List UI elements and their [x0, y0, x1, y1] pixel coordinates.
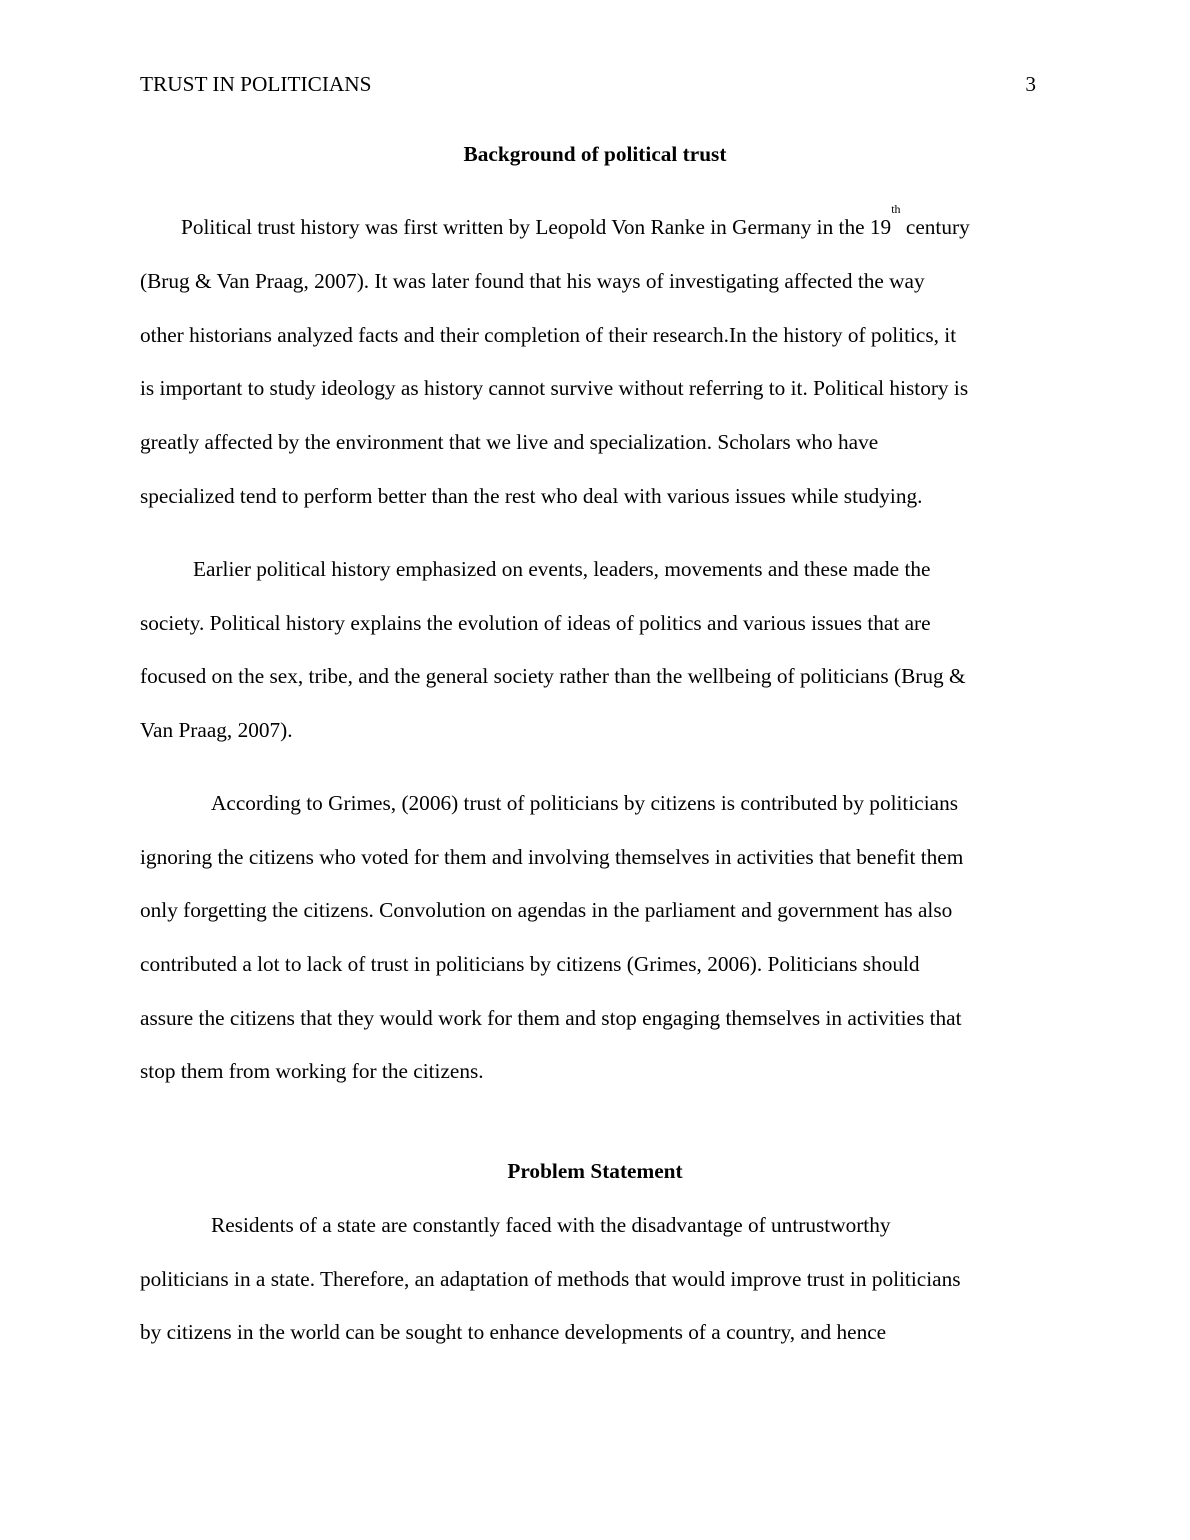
page-number: 3 [1025, 72, 1036, 96]
paragraph-line: focused on the sex, tribe, and the general society rather than the wellbeing of politicians (Brug & [140, 664, 966, 688]
paragraph-line: (Brug & Van Praag, 2007). It was later found that his ways of investigating affected the way [140, 269, 925, 293]
paragraph-line: Residents of a state are constantly faced with the disadvantage of untrustworthy [211, 1213, 891, 1237]
paragraph-line: only forgetting the citizens. Convolution on agendas in the parliament and government has also [140, 898, 953, 922]
paragraph-line: society. Political history explains the evolution of ideas of politics and various issues that are [140, 611, 931, 635]
paragraph-line: According to Grimes, (2006) trust of politicians by citizens is contributed by politicians [211, 791, 959, 815]
line-text-tail: century [900, 215, 970, 239]
paragraph-line: ignoring the citizens who voted for them and involving themselves in activities that benefit them [140, 845, 964, 869]
ordinal-superscript: th [891, 202, 901, 216]
paragraph-line: stop them from working for the citizens. [140, 1059, 484, 1083]
paragraph-line: politicians in a state. Therefore, an adaptation of methods that would improve trust in politicians [140, 1267, 961, 1291]
paragraph-line: Van Praag, 2007). [140, 718, 293, 742]
paragraph-line: assure the citizens that they would work for them and stop engaging themselves in activities that [140, 1006, 962, 1030]
line-text: Political trust history was first written by Leopold Von Ranke in Germany in the 19 [181, 215, 892, 239]
paragraph-line: Earlier political history emphasized on events, leaders, movements and these made the [193, 557, 931, 581]
section-heading: Background of political trust [463, 142, 727, 166]
paragraph-line: other historians analyzed facts and their completion of their research.In the history of politics, it [140, 323, 957, 347]
section-heading: Problem Statement [507, 1159, 683, 1183]
paragraph-line: is important to study ideology as history cannot survive without referring to it. Political history is [140, 376, 969, 400]
paragraph-line: specialized tend to perform better than the rest who deal with various issues while studying. [140, 484, 923, 508]
paragraph-line: contributed a lot to lack of trust in politicians by citizens (Grimes, 2006). Politicians should [140, 952, 920, 976]
paragraph-line: by citizens in the world can be sought to enhance developments of a country, and hence [140, 1320, 887, 1344]
paragraph-line [181, 202, 970, 241]
running-head: TRUST IN POLITICIANS [140, 72, 372, 96]
paragraph-line: greatly affected by the environment that we live and specialization. Scholars who have [140, 430, 879, 454]
